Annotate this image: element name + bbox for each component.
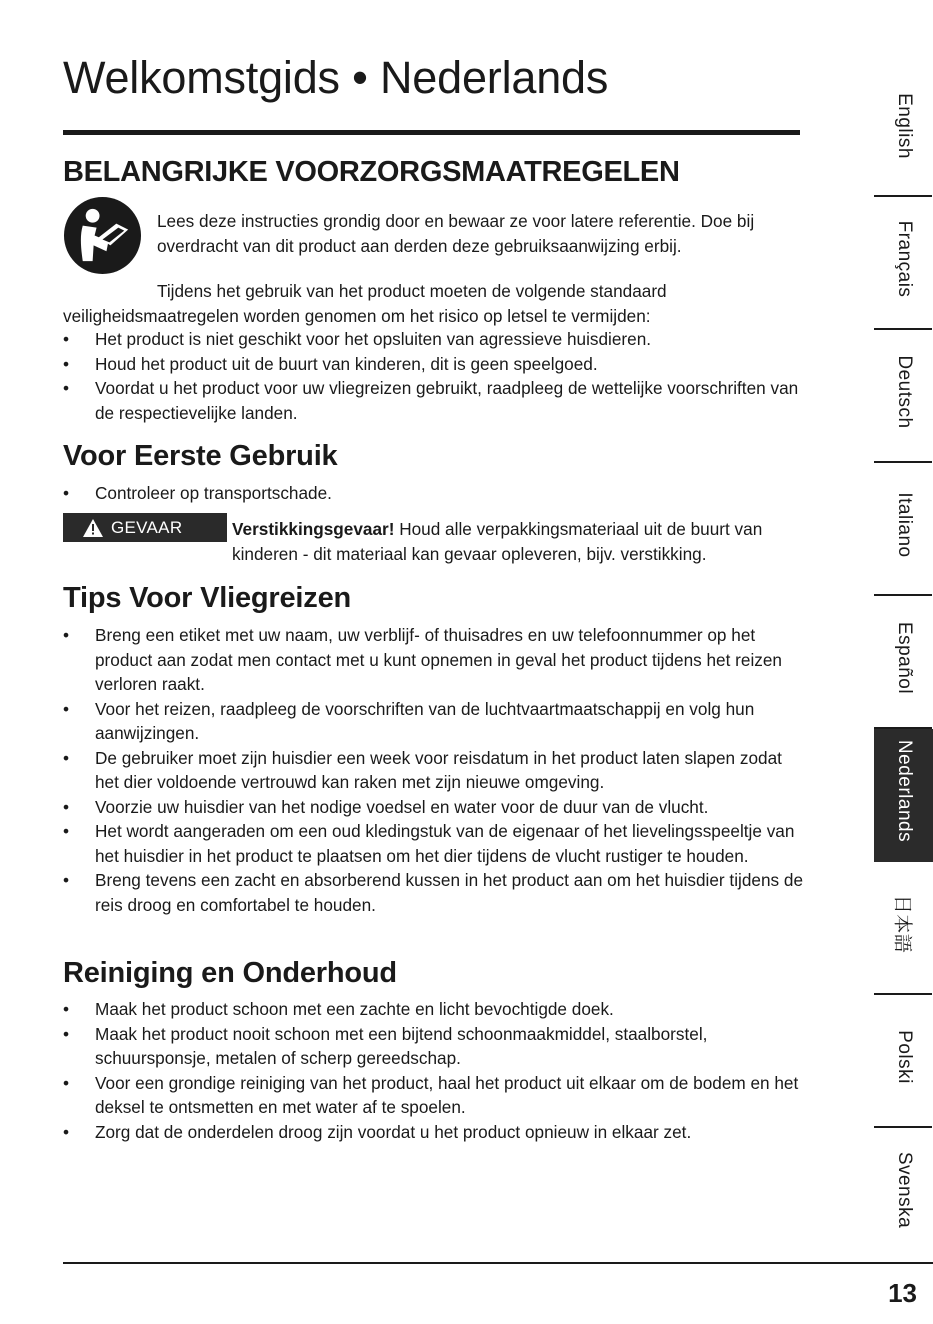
read-instructions-icon: [63, 196, 142, 275]
cleaning-heading: Reiniging en Onderhoud: [63, 957, 397, 989]
list-item: • Controleer op transportschade.: [63, 481, 803, 506]
tab-label: Deutsch: [894, 355, 915, 429]
list-item: • Breng tevens een zacht en absorberend kussen in het product aan om het huisdier tijdens de reis droog en comfortabel te houden.: [63, 868, 803, 917]
list-item: • Houd het product uit de buurt van kinderen, dit is geen speelgoed.: [63, 352, 803, 377]
tab-label: Svenska: [894, 1151, 915, 1229]
tab-label: Polski: [894, 1030, 915, 1084]
safety-intro-2: Tijdens het gebruik van het product moeten de volgende standaard veiligheidsmaatregelen worden genomen om het risico op letsel te vermijden:: [63, 281, 667, 326]
list-item: • Voorzie uw huisdier van het nodige voedsel en water voor de duur van de vlucht.: [63, 795, 803, 820]
tab-italiano[interactable]: [874, 463, 933, 596]
tab-english[interactable]: [874, 64, 933, 197]
safety-list: [63, 327, 803, 425]
language-tabs: [874, 64, 933, 1258]
first-use-heading: Voor Eerste Gebruik: [63, 440, 338, 472]
title-divider: [63, 130, 800, 135]
tab-francais[interactable]: [874, 197, 933, 330]
page-title: Welkomstgids • Nederlands: [63, 52, 609, 103]
cleaning-list: [63, 997, 803, 1144]
list-item: • Zorg dat de onderdelen droog zijn voordat u het product opnieuw in elkaar zet.: [63, 1120, 803, 1145]
tab-label: 日本語: [891, 894, 913, 954]
list-item: • Breng een etiket met uw naam, uw verblijf- of thuisadres en uw telefoonnummer op het product aan zodat men contact met u kunt opnemen in geval het product tijdens het reizen verloren raakt.: [63, 623, 803, 697]
tab-espanol[interactable]: [874, 596, 933, 729]
tab-svenska[interactable]: [874, 1128, 933, 1258]
list-item: • Maak het product nooit schoon met een bijtend schoonmaakmiddel, staalborstel, schuursponsje, metalen of scherp gereedschap.: [63, 1022, 803, 1071]
tab-label: Nederlands: [894, 739, 915, 843]
warning-icon: [83, 519, 103, 537]
tab-japanese[interactable]: [874, 862, 933, 995]
first-use-list: [63, 481, 803, 506]
list-item: • Maak het product schoon met een zachte en licht bevochtigde doek.: [63, 997, 803, 1022]
danger-text: [232, 517, 807, 566]
tab-label: Italiano: [894, 492, 915, 558]
safety-heading: BELANGRIJKE VOORZORGSMAATREGELEN: [63, 156, 680, 188]
safety-intro: Lees deze instructies grondig door en bewaar ze voor latere referentie. Doe bij overdracht van dit product aan derden deze gebruiksaanwijzing erbij.: [157, 211, 755, 256]
danger-label: GEVAAR: [111, 517, 183, 537]
tab-nederlands[interactable]: [874, 729, 933, 862]
list-item: • Het wordt aangeraden om een oud kledingstuk van de eigenaar of het lievelingsspeeltje van het huisdier in het product te plaatsen om het dier tijdens de vlucht rustiger te houden.: [63, 819, 803, 868]
footer-divider: [63, 1262, 933, 1264]
danger-badge: [63, 513, 227, 542]
list-item: • Voor een grondige reiniging van het product, haal het product uit elkaar om de bodem en het deksel te ontsmetten en met water af te spoelen.: [63, 1071, 803, 1120]
list-item: • De gebruiker moet zijn huisdier een week voor reisdatum in het product laten slapen zodat het dier voldoende vertrouwd kan raken met zijn nieuwe omgeving.: [63, 746, 803, 795]
list-item: • Voor het reizen, raadpleeg de voorschriften van de luchtvaartmaatschappij en volg hun aanwijzingen.: [63, 697, 803, 746]
page-number: 13: [888, 1278, 917, 1308]
tab-deutsch[interactable]: [874, 330, 933, 463]
tab-label: Español: [894, 621, 915, 695]
tab-label: Français: [894, 220, 915, 298]
danger-body: Houd alle verpakkingsmateriaal uit de buurt van kinderen - dit materiaal kan gevaar opleveren, bijv. verstikking.: [232, 519, 763, 564]
danger-bold: Verstikkingsgevaar!: [232, 519, 395, 539]
tab-label: English: [894, 93, 915, 159]
travel-tips-heading: Tips Voor Vliegreizen: [63, 582, 352, 614]
tab-polski[interactable]: [874, 995, 933, 1128]
travel-tips-list: [63, 623, 803, 917]
list-item: • Voordat u het product voor uw vliegreizen gebruikt, raadpleeg de wettelijke voorschriften van de respectievelijke landen.: [63, 376, 803, 425]
list-item: • Het product is niet geschikt voor het opsluiten van agressieve huisdieren.: [63, 327, 803, 352]
